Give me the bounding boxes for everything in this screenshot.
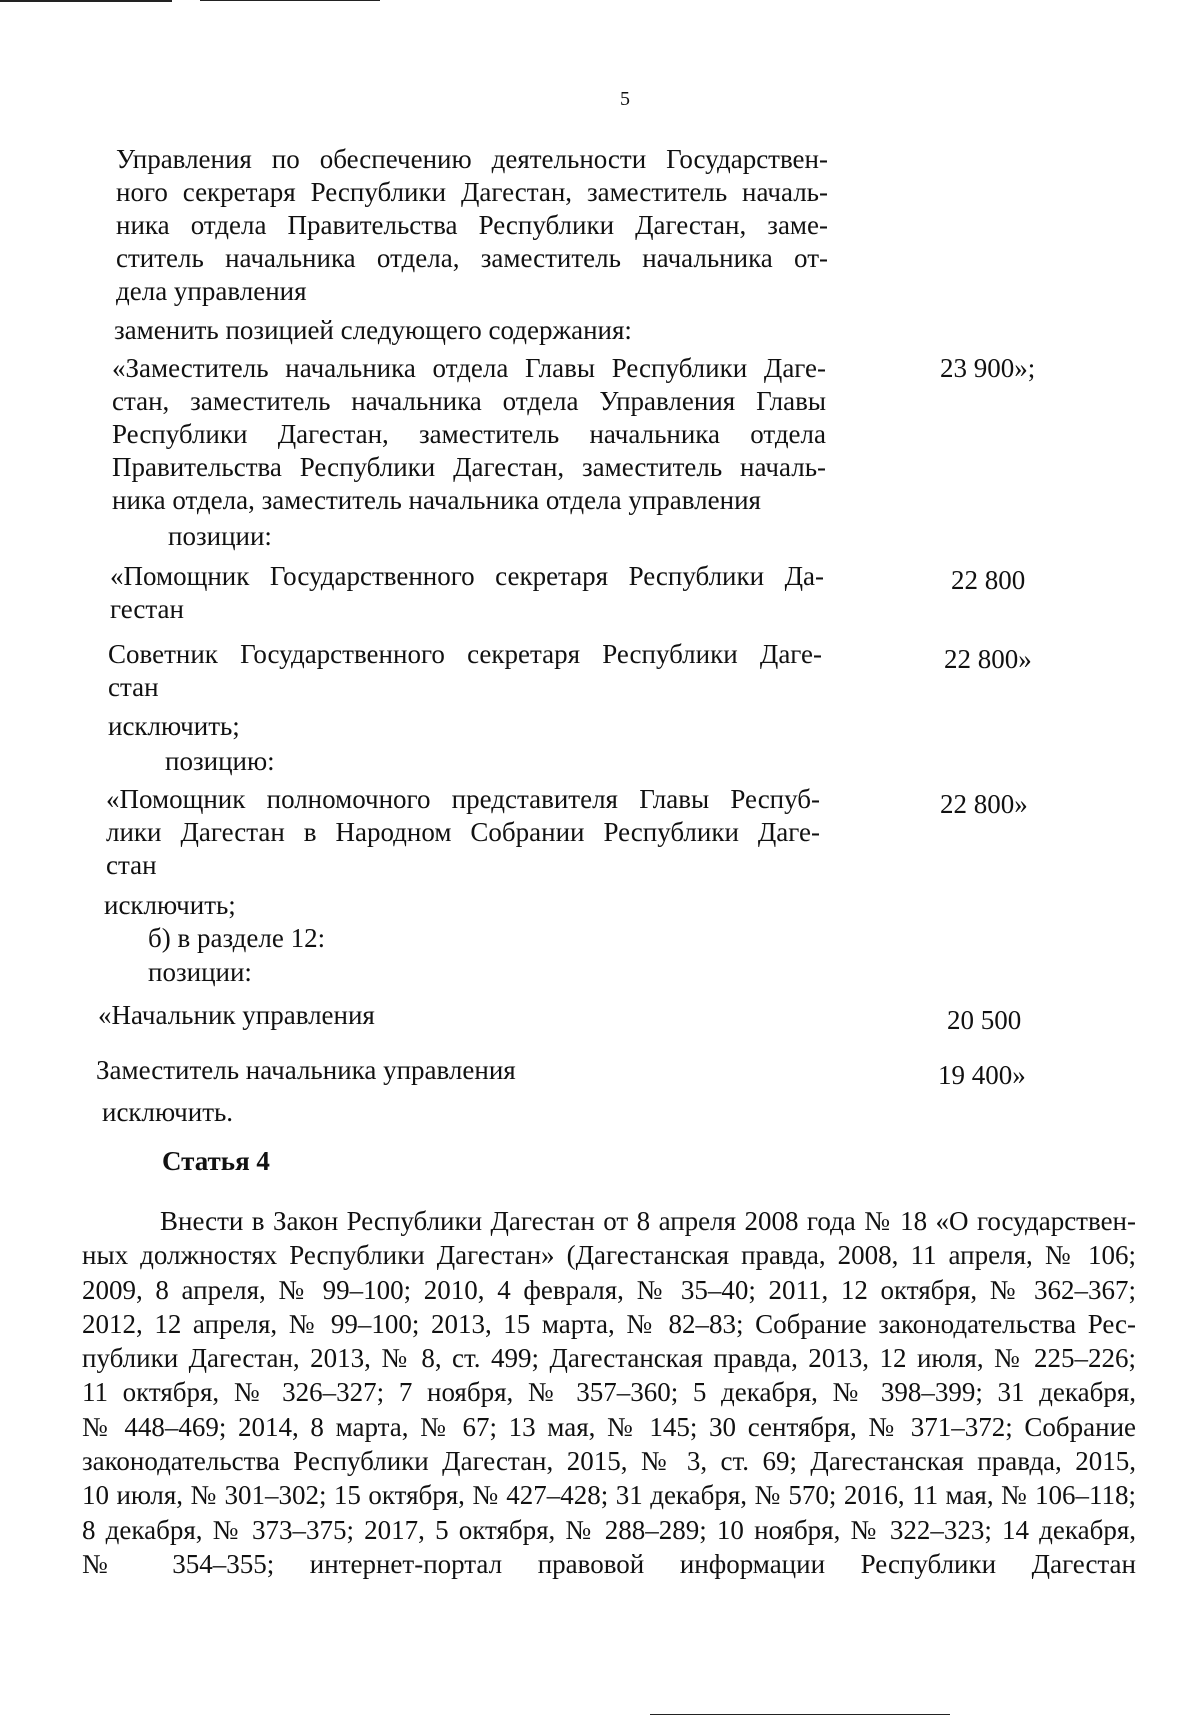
text-line: ститель начальника отдела, заместитель начальника от- [116, 243, 828, 273]
top-scan-edge-line [0, 0, 172, 2]
text-line: лики Дагестан в Народном Собрании Республики Даге- [106, 817, 820, 847]
text-line: 2009, 8 апреля, № 99–100; 2010, 4 февраля, № 35–40; 2011, 12 октября, № 362–367; [82, 1274, 1136, 1305]
text-line: ных должностях Республики Дагестан» (Дагестанская правда, 2008, 11 апреля, № 106; [82, 1240, 1136, 1271]
text-line: Управления по обеспечению деятельности Государствен- [116, 144, 828, 174]
text-line: гестан [110, 594, 184, 624]
salary-value: 22 800» [940, 789, 1028, 819]
bottom-scan-edge-line [650, 1714, 950, 1715]
text-line: публики Дагестан, 2013, № 8, ст. 499; Дагестанская правда, 2013, 12 июля, № 225–226; [82, 1343, 1136, 1374]
salary-value: 22 800 [951, 565, 1026, 595]
text-line: стан, заместитель начальника отдела Управления Главы [112, 386, 826, 416]
text-line: стан [106, 850, 157, 880]
top-scan-edge-line [200, 0, 380, 1]
salary-value: 22 800» [944, 644, 1032, 674]
text-line: «Помощник полномочного представителя Главы Респуб- [106, 784, 820, 814]
text-line: Внести в Закон Республики Дагестан от 8 апреля 2008 года № 18 «О государствен- [160, 1206, 1136, 1236]
positions-label: позиции: [148, 957, 252, 987]
page-number: 5 [620, 88, 630, 110]
salary-value: 19 400» [938, 1060, 1026, 1090]
text-line: ного секретаря Республики Дагестан, заместитель началь- [116, 177, 828, 207]
text-line: Правительства Республики Дагестан, заместитель началь- [112, 452, 826, 482]
positions-label: позиции: [168, 521, 272, 551]
salary-value: 23 900»; [940, 353, 1036, 383]
article-paragraph [82, 1204, 1136, 1581]
text-line: № 448–469; 2014, 8 марта, № 67; 13 мая, № 145; 30 сентября, № 371–372; Собрание [82, 1411, 1136, 1442]
text-line: 10 июля, № 301–302; 15 октября, № 427–428; 31 декабря, № 570; 2016, 11 мая, № 106–118; [82, 1480, 1136, 1511]
replace-intro-text: заменить позицией следующего содержания: [114, 315, 632, 345]
text-line: законодательства Республики Дагестан, 2015, № 3, ст. 69; Дагестанская правда, 2015, [82, 1446, 1136, 1477]
text-line: № 354–355; интернет-портал правовой информации Республики Дагестан [82, 1548, 1136, 1579]
text-line: ника отдела Правительства Республики Дагестан, заме- [116, 210, 828, 240]
text-line: Республики Дагестан, заместитель начальника отдела [112, 419, 826, 449]
position-text-block-5 [106, 783, 820, 882]
salary-value: 20 500 [947, 1005, 1022, 1035]
exclude-text: исключить; [104, 890, 236, 920]
position-text-block-3 [110, 560, 824, 626]
text-line: Советник Государственного секретаря Республики Даге- [108, 639, 822, 669]
text-line: 11 октября, № 326–327; 7 ноября, № 357–360; 5 декабря, № 398–399; 31 декабря, [82, 1377, 1136, 1408]
article-heading: Статья 4 [162, 1146, 270, 1176]
text-line: дела управления [116, 276, 307, 306]
text-line: стан [108, 672, 159, 702]
section-b-text: б) в разделе 12: [148, 923, 326, 953]
text-line: «Заместитель начальника отдела Главы Республики Даге- [112, 353, 826, 383]
position-text-block-4 [108, 638, 822, 704]
text-line: 8 декабря, № 373–375; 2017, 5 октября, № 288–289; 10 ноября, № 322–323; 14 декабря, [82, 1514, 1136, 1545]
position-text-block-1 [116, 143, 828, 308]
text-line: ника отдела, заместитель начальника отдела управления [112, 485, 761, 515]
position-label: позицию: [165, 746, 275, 776]
position-text-block-6: «Начальник управления [98, 1000, 375, 1030]
exclude-text: исключить; [108, 711, 240, 741]
position-text-block-2 [112, 352, 826, 517]
text-line: «Помощник Государственного секретаря Республики Да- [110, 561, 824, 591]
exclude-text: исключить. [102, 1097, 234, 1127]
position-text-block-7: Заместитель начальника управления [96, 1055, 516, 1085]
text-line: 2012, 12 апреля, № 99–100; 2013, 15 марта, № 82–83; Собрание законодательства Рес- [82, 1308, 1136, 1339]
